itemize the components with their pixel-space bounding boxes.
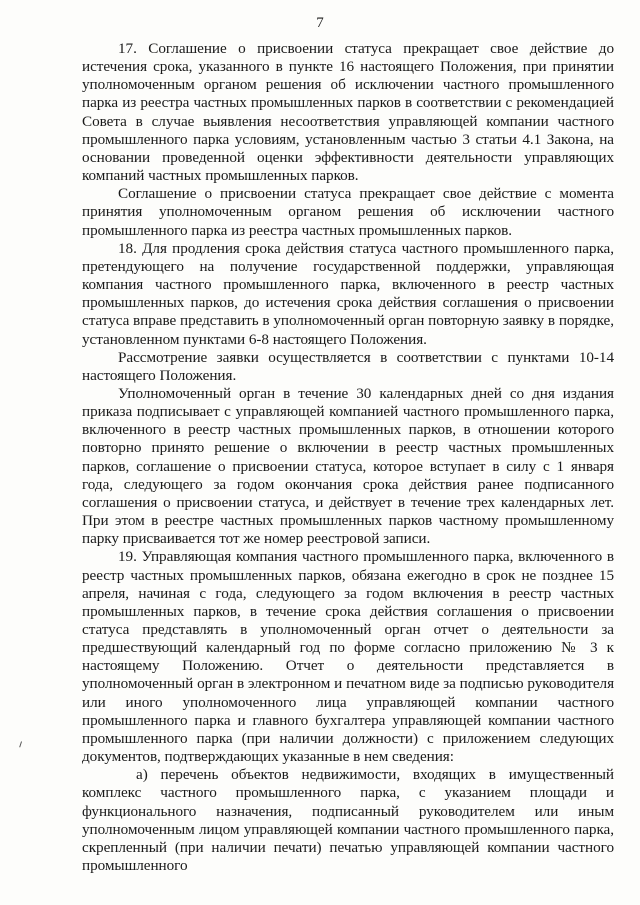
paragraph-18: 18. Для продления срока действия статуса частного промышленного парка, претендующего на получение государственной поддержки, управляющая компания частного промышленного парка, включенного в реестр частных промышленных парков, до истечения срока действия соглашения о присвоении статуса вправе представить в уполномоченный орган повторную заявку в порядке, установленном пунктами 6-8 настоящего Положения. — [82, 239, 614, 348]
scan-mark — [19, 741, 26, 748]
paragraph-17: 17. Соглашение о присвоении статуса прекращает свое действие до истечения срока, указанного в пункте 16 настоящего Положения, при принятии уполномоченным органом решения об исключении частного промышленного парка из реестра частных промышленных парков в соответствии с рекомендацией Совета в случае выявления несоответствия управляющей компании частного промышленного парка условиям, установленным частью 3 статьи 4.1 Закона, на основании проведенной оценки эффективности деятельности управляющих компаний частных промышленных парков. — [82, 40, 614, 185]
paragraph-18-review: Рассмотрение заявки осуществляется в соответствии с пунктами 10-14 настоящего Положения. — [82, 348, 614, 384]
document-body — [82, 40, 614, 875]
page-number: 7 — [316, 15, 324, 31]
paragraph-18-signing: Уполномоченный орган в течение 30 календарных дней со дня издания приказа подписывает с управляющей компанией частного промышленного парка, включенного в реестр частных промышленных парков, в отношении которого повторно принято решение о включении в реестр частных промышленных парков, соглашение о присвоении статуса, которое вступает в силу с 1 января года, следующего за годом окончания срока действия ранее подписанного соглашения о присвоении статуса, и действует в течение трех календарных лет. При этом в реестре частных промышленных парков частному промышленному парку присваивается тот же номер реестровой записи. — [82, 384, 614, 548]
paragraph-19: 19. Управляющая компания частного промышленного парка, включенного в реестр частных промышленных парков, обязана ежегодно в срок не позднее 15 апреля, начиная с года, следующего за годом включения в реестр частных промышленных парков, в течение срока действия соглашения о присвоении статуса представлять в уполномоченный орган отчет о деятельности за предшествующий календарный год по форме согласно приложению № 3 к настоящему Положению. Отчет о деятельности представляется в уполномоченный орган в электронном и печатном виде за подписью руководителя или иного уполномоченного лица управляющей компании частного промышленного парка и главного бухгалтера управляющей компании частного промышленного парка (при наличии должности) с приложением следующих документов, подтверждающих указанные в нем сведения: — [82, 548, 614, 766]
paragraph-19-item-a: а) перечень объектов недвижимости, входящих в имущественный комплекс частного промышленного парка, с указанием площади и функционального назначения, подписанный руководителем или иным уполномоченным лицом управляющей компании частного промышленного парка, скрепленный (при наличии печати) печатью управляющей компании частного промышленного — [82, 766, 614, 875]
paragraph-17-continuation: Соглашение о присвоении статуса прекращает свое действие с момента принятия уполномоченным органом решения об исключении частного промышленного парка из реестра частных промышленных парков. — [82, 185, 614, 239]
